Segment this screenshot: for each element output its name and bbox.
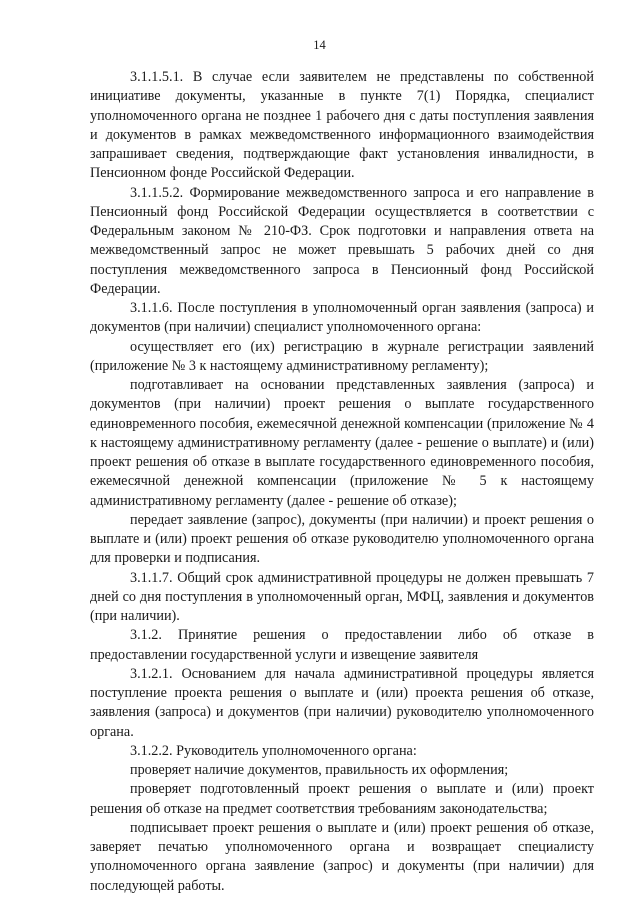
paragraph-registration: осуществляет его (их) регистрацию в журнале регистрации заявлений (приложение № 3 к настоящему административному регламенту); <box>90 338 594 374</box>
page-number: 14 <box>313 38 326 52</box>
paragraph-check-draft: проверяет подготовленный проект решения о выплате и (или) проект решения об отказе на предмет соответствия требованиям законодательства; <box>90 781 594 817</box>
paragraph-transfer: передает заявление (запрос), документы (при наличии) и проект решения о выплате и (или) проект решения об отказе руководителю уполномоченного органа для проверки и подписания. <box>90 511 594 567</box>
paragraph-sign-draft: подписывает проект решения о выплате и (или) проект решения об отказе, заверяет печатью уполномоченного органа и возвращает специалисту уполномоченного органа заявление (запрос) и документы (при наличии) для последующей работы. <box>90 819 594 894</box>
paragraph-3-1-2-2: 3.1.2.2. Руководитель уполномоченного органа: <box>130 742 417 759</box>
paragraph-3-1-1-5-1: 3.1.1.5.1. В случае если заявителем не представлены по собственной инициативе документы, указанные в пункте 7(1) Порядка, специалист уполномоченного органа не позднее 1 рабочего дня с даты поступления заявления и документов в рамках межведомственного информационного взаимодействия запрашивает сведения, подтверждающие факт установления инвалидности, в Пенсионном фонде Российской Федерации. <box>90 69 594 182</box>
paragraph-3-1-1-7: 3.1.1.7. Общий срок административной процедуры не должен превышать 7 дней со дня поступления в уполномоченный орган, МФЦ, заявления и документов (при наличии). <box>90 569 594 624</box>
paragraph-prepare-decision: подготавливает на основании представленных заявления (запроса) и документов (при наличии) проект решения о выплате государственного единовременного пособия, ежемесячной денежной компенсации (приложение № 4 к настоящему административному регламенту (далее - решение о выплате) и (или) проект решения об отказе в выплате государственного единовременного пособия, ежемесячной денежной компенсации (приложение № 5 к настоящему административному регламенту (далее - решение об отказе); <box>90 377 594 509</box>
paragraph-check-documents: проверяет наличие документов, правильность их оформления; <box>130 762 509 778</box>
paragraph-3-1-2: 3.1.2. Принятие решения о предоставлении либо об отказе в предоставлении государственной услуги и извещение заявителя <box>90 627 594 663</box>
paragraph-3-1-1-5-2: 3.1.1.5.2. Формирование межведомственного запроса и его направление в Пенсионный фонд Российской Федерации осуществляется в соответствии с Федеральным законом № 210-ФЗ. Срок подготовки и направления ответа на межведомственный запрос не может превышать 5 рабочих дней со дня поступления межведомственного запроса в Пенсионный фонд Российской Федерации. <box>90 184 594 297</box>
paragraph-3-1-1-6: 3.1.1.6. После поступления в уполномоченный орган заявления (запроса) и документов (при наличии) специалист уполномоченного органа: <box>90 300 594 336</box>
document-body <box>90 68 594 896</box>
paragraph-3-1-2-1: 3.1.2.1. Основанием для начала административной процедуры является поступление проекта решения о выплате и (или) проекта решения об отказе, заявления (запроса) и документов (при наличии) руководителю уполномоченного органа. <box>90 665 594 740</box>
